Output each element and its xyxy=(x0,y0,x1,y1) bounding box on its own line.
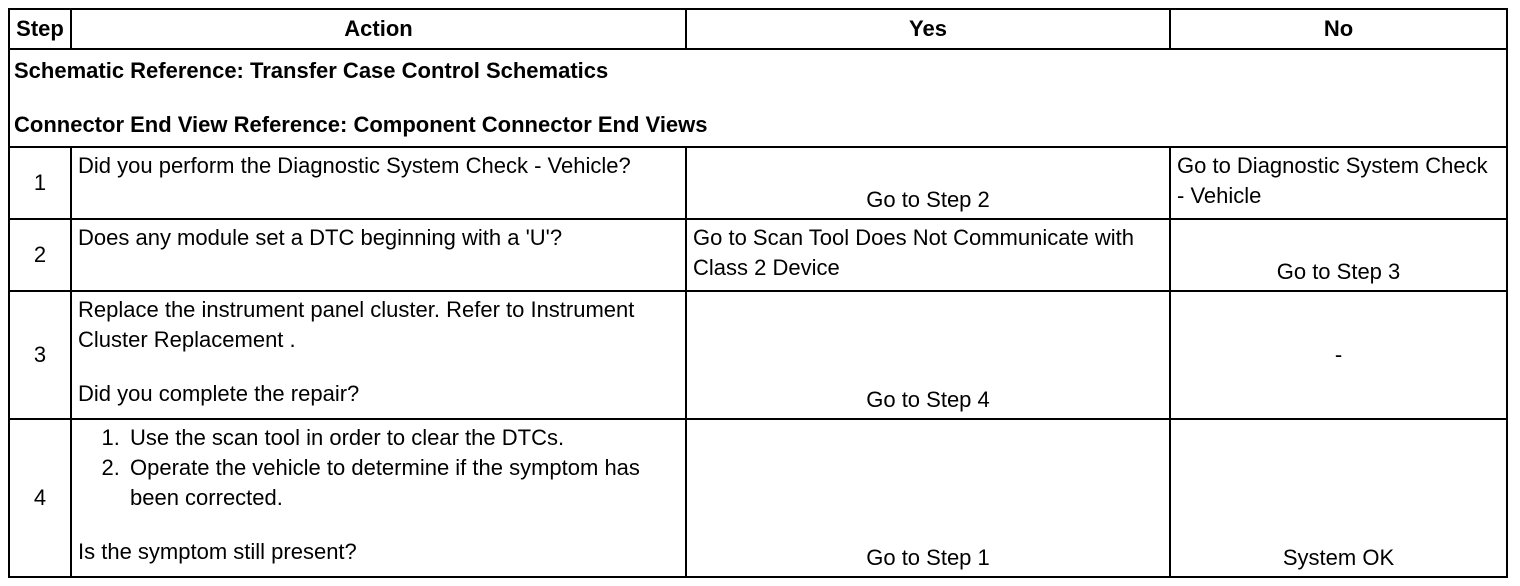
yes-result: Go to Scan Tool Does Not Communicate with Class 2 Device xyxy=(686,219,1170,291)
action-cell xyxy=(71,419,686,577)
yes-result: Go to Step 1 xyxy=(686,419,1170,577)
list-item: 1. Use the scan tool in order to clear the DTCs. xyxy=(126,423,679,453)
action-question: Is the symptom still present? xyxy=(78,539,357,564)
table-row xyxy=(9,291,1507,419)
table-row xyxy=(9,219,1507,291)
table-row xyxy=(9,147,1507,219)
header-action: Action xyxy=(71,9,686,49)
diagnostic-table xyxy=(8,8,1508,578)
connector-reference: Connector End View Reference: Component Connector End Views xyxy=(14,112,708,137)
header-step: Step xyxy=(9,9,71,49)
yes-result: Go to Step 2 xyxy=(686,147,1170,219)
action-question: Did you complete the repair? xyxy=(78,381,360,406)
step-number: 4 xyxy=(9,419,71,577)
action-text: Does any module set a DTC beginning with a 'U'? xyxy=(71,219,686,291)
header-row xyxy=(9,9,1507,49)
header-yes: Yes xyxy=(686,9,1170,49)
list-item: 2. Operate the vehicle to determine if the symptom has been corrected. xyxy=(126,453,679,513)
step-number: 2 xyxy=(9,219,71,291)
action-list xyxy=(78,423,679,513)
no-result: Go to Diagnostic System Check - Vehicle xyxy=(1170,147,1507,219)
action-instruction: Replace the instrument panel cluster. Refer to Instrument Cluster Replacement . xyxy=(78,297,635,352)
no-result: System OK xyxy=(1170,419,1507,577)
no-result: Go to Step 3 xyxy=(1170,219,1507,291)
step-number: 3 xyxy=(9,291,71,419)
action-text: Did you perform the Diagnostic System Check - Vehicle? xyxy=(71,147,686,219)
header-no: No xyxy=(1170,9,1507,49)
schematic-reference: Schematic Reference: Transfer Case Control Schematics xyxy=(14,58,609,83)
yes-result: Go to Step 4 xyxy=(686,291,1170,419)
reference-cell xyxy=(9,49,1507,147)
action-cell xyxy=(71,291,686,419)
step-number: 1 xyxy=(9,147,71,219)
reference-row xyxy=(9,49,1507,147)
no-result: - xyxy=(1170,291,1507,419)
table-row xyxy=(9,419,1507,577)
